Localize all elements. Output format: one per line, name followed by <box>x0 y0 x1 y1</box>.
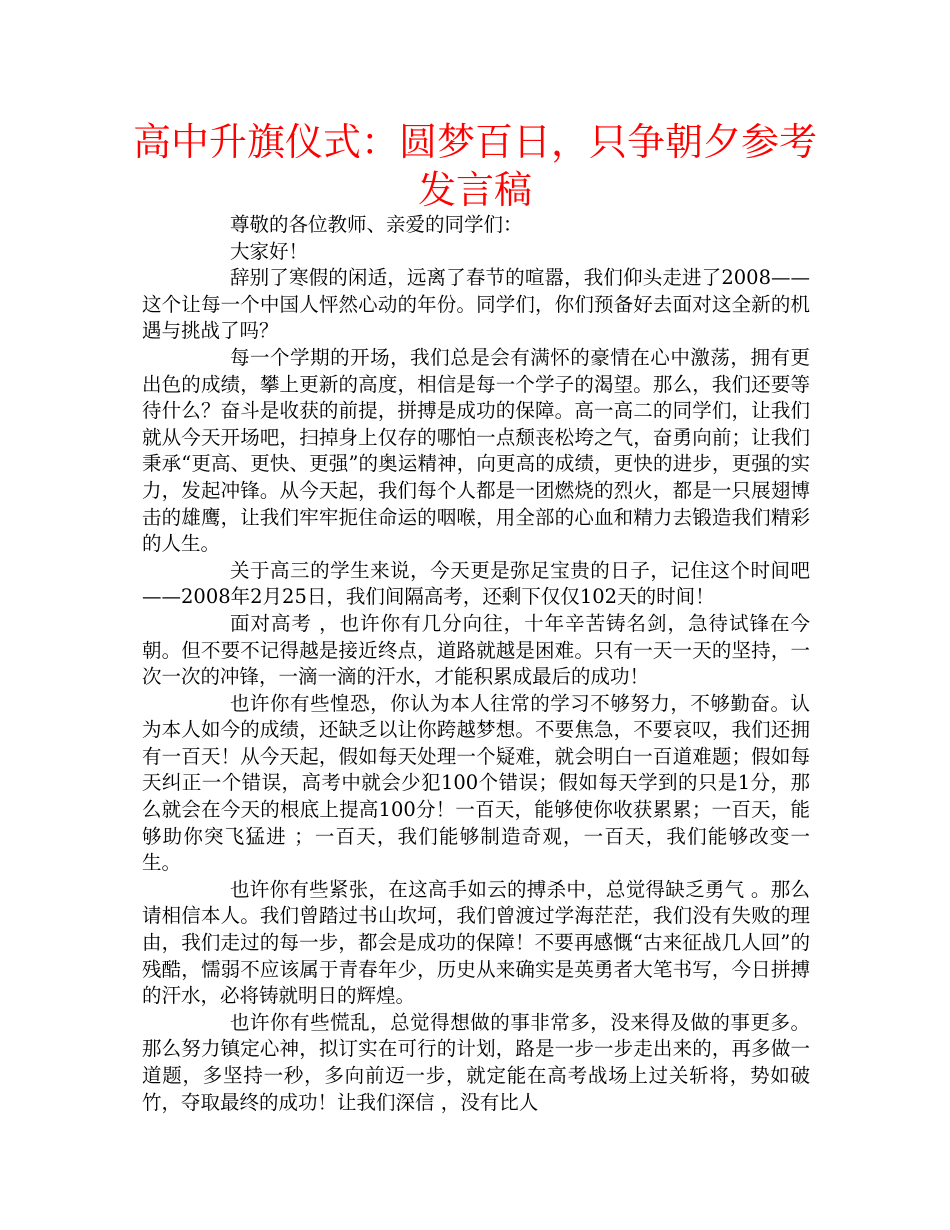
paragraph-2: 每一个学期的开场，我们总是会有满怀的豪情在心中激荡，拥有更出色的成绩，攀上更新的高度，相信是每一个学子的渴望。那么，我们还要等待什么？奋斗是收获的前提，拼搏是成功的保障。高一高二的同学们，让我们就从今天开场吧，扫掉身上仅存的哪怕一点颓丧松垮之气，奋勇向前；让我们秉承“更高、更快、更强”的奥运精神，向更高的成绩，更快的进步，更强的实力，发起冲锋。从今天起，我们每个人都是一团燃烧的烈火，都是一只展翅博击的雄鹰，让我们牢牢扼住命运的咽喉，用全部的心血和精力去锻造我们精彩的人生。 <box>142 345 810 556</box>
salutation: 尊敬的各位教师、亲爱的同学们： <box>230 213 523 236</box>
greeting: 大家好！ <box>230 239 309 263</box>
paragraph-3: 关于高三的学生来说，今天更是弥足宝贵的日子，记住这个时间吧——2008年2月25日，我们间隔高考，还剩下仅仅102天的时间！ <box>142 558 810 609</box>
paragraph-4: 面对高考 ，也许你有几分向往，十年辛苦铸名剑，急待试锋在今朝。但不要不记得越是接近终点，道路就越是困难。只有一天一天的坚持，一次一次的冲锋，一滴一滴的汗水，才能积累成最后的成功！ <box>142 611 810 689</box>
document-body <box>142 212 810 1116</box>
paragraph-1: 辞别了寒假的闲适，远离了春节的喧嚣，我们仰头走进了2008——这个让每一个中国人怦然心动的年份。同学们，你们预备好去面对这全新的机遇与挑战了吗？ <box>142 266 810 343</box>
paragraph-5: 也许你有些惶恐，你认为本人往常的学习不够努力，不够勤奋。认为本人如今的成绩，还缺乏以让你跨越梦想。不要焦急，不要哀叹，我们还拥有一百天！从今天起，假如每天处理一个疑难，就会明白一百道难题；假如每天纠正一个错误，高考中就会少犯100个错误；假如每天学到的只是1分，那么就会在今天的根底上提高100分！一百天，能够使你收获累累；一百天，能够助你突飞猛进 ；一百天，我们能够制造奇观，一百天，我们能够改变一生。 <box>142 691 810 875</box>
document-title: 高中升旗仪式：圆梦百日，只争朝夕参考发言稿 <box>132 120 817 212</box>
paragraph-7: 也许你有些慌乱，总觉得想做的事非常多，没来得及做的事更多。那么努力镇定心神，拟订实在可行的计划，路是一步一步走出来的，再多做一道题，多坚持一秒，多向前迈一步，就定能在高考战场上过关斩将，势如破竹，夺取最终的成功！让我们深信 ，没有比人 <box>142 1010 810 1114</box>
paragraph-6: 也许你有些紧张，在这高手如云的搏杀中，总觉得缺乏勇气 。那么请相信本人。我们曾踏过书山坎坷，我们曾渡过学海茫茫，我们没有失败的理由，我们走过的每一步，都会是成功的保障！不要再感慨“古来征战几人回”的残酷，懦弱不应该属于青春年少，历史从来确实是英勇者大笔书写，今日拼搏的汗水，必将铸就明日的辉煌。 <box>142 877 810 1008</box>
